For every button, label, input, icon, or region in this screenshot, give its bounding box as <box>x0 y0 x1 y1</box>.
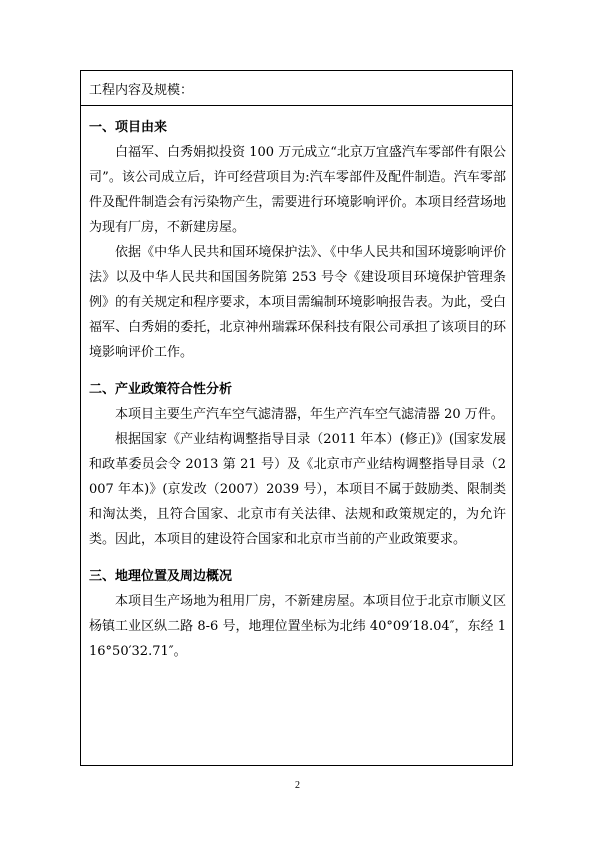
page-number: 2 <box>295 780 300 791</box>
section-gap <box>89 552 506 564</box>
section-paragraph: 白福军、白秀娟拟投资 100 万元成立“北京万宜盛汽车零部件有限公司”。该公司成立后，许可经营项目为:汽车零部件及配件制造。汽车零部件及配件制造会有污染物产生，需要进行环境影响评价。本项目经营场地为现有厂房，不新建房屋。 <box>89 145 506 235</box>
section-heading-origin: 一、项目由来 <box>89 120 168 135</box>
section-heading-policy: 二、产业政策符合性分析 <box>89 382 233 397</box>
content-frame <box>80 70 513 766</box>
section-paragraph: 本项目主要生产汽车空气滤清器，年生产汽车空气滤清器 20 万件。 <box>115 407 504 422</box>
box-title: 工程内容及规模： <box>89 83 194 98</box>
section-paragraph: 根据国家《产业结构调整指导目录（2011 年本）(修正)》(国家发展和政革委员会令 2013 第 21 号）及《北京市产业结构调整指导目录（2007 年本)》(京发改（2007）2039 号），本项目不属于鼓励类、限制类和淘汰类，且符合国家、北京市有关法律、法规和政策规定的，为允许类。因此，本项目的建设符合国家和北京市当前的产业政策要求。 <box>89 432 506 547</box>
title-divider <box>81 105 512 106</box>
section-gap <box>89 365 506 377</box>
section-heading-location: 三、地理位置及周边概况 <box>89 569 233 584</box>
section-paragraph: 本项目生产场地为租用厂房，不新建房屋。本项目位于北京市顺义区杨镇工业区纵二路 8-6 号，地理位置坐标为北纬 40°09′18.04″，东经 116°50′32.71″。 <box>89 594 506 659</box>
document-body <box>89 115 506 664</box>
section-paragraph: 依据《中华人民共和国环境保护法》、《中华人民共和国环境影响评价法》以及中华人民共和国国务院第 253 号令《建设项目环境保护管理条例》的有关规定和程序要求，本项目需编制环境影响报告表。为此，受白福军、白秀娟的委托，北京神州瑞霖环保科技有限公司承担了该项目的环境影响评价工作。 <box>89 245 506 360</box>
